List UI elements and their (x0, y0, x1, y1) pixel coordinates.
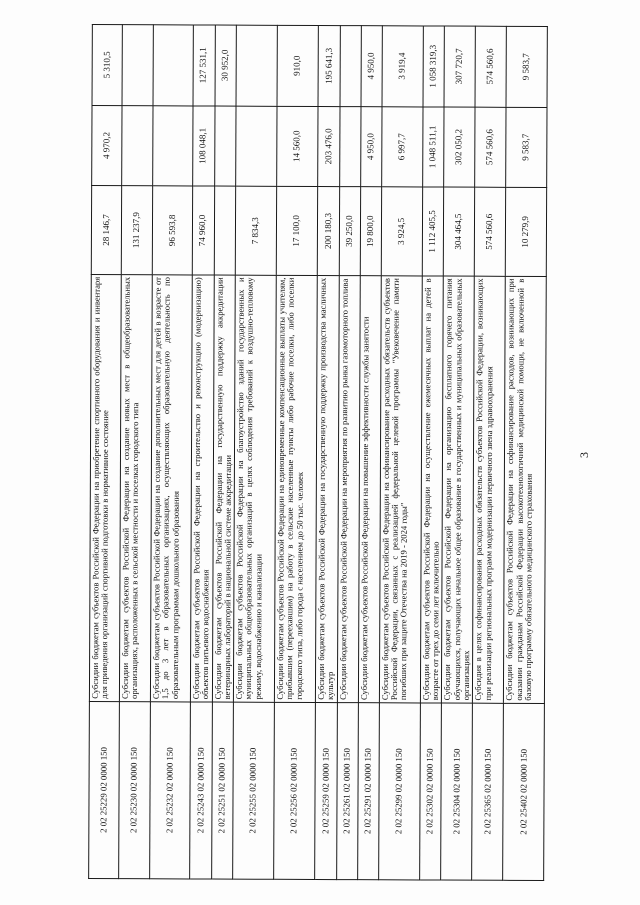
budget-code-cell: 2 02 25259 02 0000 150 (315, 702, 337, 879)
amount-year3-cell (340, 26, 361, 107)
amount-year2-cell: 302 050,2 (444, 107, 475, 188)
amount-year2-cell: 203 476,0 (318, 106, 340, 187)
amount-year2-cell: 9 583,7 (506, 107, 547, 188)
amount-year2-cell: 14 560,0 (277, 106, 318, 187)
amount-year1-cell: 1 112 405,5 (422, 187, 444, 276)
table-row (89, 25, 123, 879)
amount-year1-cell: 131 237,9 (121, 186, 152, 275)
budget-code-cell: 2 02 25299 02 0000 150 (378, 703, 420, 880)
subsidy-description-cell: Субсидии бюджетам субъектов Российской Федерации на благоустройство зданий государственных и муниципальных общеобразовательных организаций в целях соблюдения требований к воздушно-тепловому режиму, водоснабжению и канализации (234, 275, 277, 702)
amount-year1-cell: 10 279,9 (506, 187, 547, 276)
amount-year3-cell (122, 25, 153, 106)
amount-year2-cell: 1 048 511,1 (422, 107, 444, 188)
amount-year2-cell: 108 048,1 (193, 106, 215, 187)
amount-year1-cell: 7 834,3 (235, 186, 276, 275)
subsidies-table (88, 24, 548, 881)
amount-year3-cell (153, 25, 193, 106)
table-row (150, 25, 194, 879)
budget-code-cell: 2 02 25255 02 0000 150 (233, 702, 275, 879)
amount-year3-cell: 195 641,3 (318, 25, 340, 106)
subsidy-description-cell: Субсидии бюджетам субъектов Российской Федерации на повышение эффективности службы занятости (358, 275, 381, 702)
amount-year1-cell: 17 100,0 (276, 186, 317, 275)
amount-year1-cell: 200 180,3 (317, 187, 339, 276)
amount-year2-cell: 4 970,2 (92, 105, 122, 186)
amount-year1-cell: 28 146,7 (91, 186, 121, 275)
budget-code-cell: 2 02 25230 02 0000 150 (119, 701, 151, 878)
amount-year2-cell (339, 106, 360, 187)
amount-year3-cell: 307 720,7 (444, 26, 475, 107)
budget-code-cell: 2 02 25402 02 0000 150 (503, 703, 545, 880)
budget-code-cell: 2 02 25261 02 0000 150 (336, 702, 358, 879)
table-row (274, 25, 319, 879)
amount-year1-cell: 304 464,5 (444, 187, 475, 276)
budget-code-cell: 2 02 25243 02 0000 150 (190, 702, 212, 879)
table-row (472, 26, 507, 880)
amount-year1-cell: 74 960,0 (192, 186, 214, 275)
amount-year2-cell: 574 560,6 (475, 107, 506, 188)
subsidy-description-cell: Субсидии бюджетам субъектов Российской Федерации на софинансирование расходных обязательств субъектов Российской Федерации, связанных с реализацией федеральной целевой программы "Увековечение памяти погибших при защите Отечества на 2019 - 2024 годы" (379, 276, 422, 703)
table-row (503, 26, 548, 880)
table-row (119, 25, 154, 879)
budget-code-cell: 2 02 25229 02 0000 150 (89, 701, 120, 878)
table-row (378, 26, 423, 880)
page-number: 3 (577, 452, 591, 458)
amount-year3-cell: 910,0 (277, 25, 318, 106)
amount-year3-cell (236, 25, 277, 106)
amount-year1-cell: 96 593,8 (152, 186, 192, 275)
budget-code-cell: 2 02 25256 02 0000 150 (274, 702, 316, 879)
subsidy-description-cell: Субсидии бюджетам субъектов Российской Федерации на государственную поддержку аккредитации ветеринарных лабораторий в национальной системе аккредитации (212, 275, 235, 702)
amount-year1-cell: 3 924,5 (381, 187, 422, 276)
subsidy-description-cell: Субсидии бюджетам субъектов Российской Федерации на единовременные компенсационные выплаты учителям, прибывшим (переехавшим) на работу в сельские населенные пункты либо рабочие поселки, либо поселки городского типа, либо города с населением до 50 тыс. человек (275, 275, 318, 702)
amount-year1-cell: 574 560,6 (475, 187, 506, 276)
budget-code-cell: 2 02 25251 02 0000 150 (211, 702, 233, 879)
subsidy-description-cell: Субсидии бюджетам субъектов Российской Федерации на строительство и реконструкцию (модернизацию) объектов питьевого водоснабжения (190, 275, 213, 702)
amount-year3-cell: 1 058 319,3 (423, 26, 445, 107)
budget-code-cell: 2 02 25291 02 0000 150 (357, 702, 379, 879)
amount-year3-cell: 30 952,0 (215, 25, 237, 106)
amount-year2-cell (153, 105, 193, 186)
budget-code-cell: 2 02 25304 02 0000 150 (441, 703, 473, 880)
subsidy-description-cell: Субсидии бюджетам субъектов Российской Федерации на приобретение спортивного оборудования и инвентаря для приведения организаций спортивной подготовки в нормативное состояние (89, 274, 121, 701)
amount-year3-cell: 4 950,0 (361, 26, 382, 107)
table-row (441, 26, 476, 880)
budget-code-cell: 2 02 25232 02 0000 150 (150, 702, 191, 879)
table-row (233, 25, 278, 879)
amount-year2-cell: 4 950,0 (360, 106, 381, 187)
amount-year1-cell: 19 800,0 (360, 187, 381, 276)
amount-year1-cell: 39 250,0 (339, 187, 360, 276)
subsidy-description-cell: Субсидии бюджетам субъектов Российской Федерации на организацию бесплатного горячего питания обучающихся, получающих начальное общее образование в государственных и муниципальных образовательных организациях (442, 276, 475, 703)
amount-year1-cell (214, 186, 236, 275)
amount-year2-cell (122, 105, 153, 186)
amount-year2-cell: 6 997,7 (381, 106, 422, 187)
budget-code-cell: 2 02 25365 02 0000 150 (472, 703, 504, 880)
amount-year3-cell: 9 583,7 (506, 26, 547, 107)
subsidy-description-cell: Субсидии бюджетам субъектов Российской Федерации на государственную поддержку производства масличных культур (316, 275, 339, 702)
amount-year2-cell (214, 106, 236, 187)
amount-year3-cell: 574 560,6 (475, 26, 506, 107)
budget-code-cell: 2 02 25302 02 0000 150 (419, 703, 441, 880)
amount-year3-cell: 5 310,5 (92, 25, 122, 106)
subsidy-description-cell: Субсидии бюджетам субъектов Российской Федерации на осуществление ежемесячных выплат на детей в возрасте от трех до семи лет включительно (420, 276, 443, 703)
subsidy-description-cell: Субсидии бюджетам субъектов Российской Федерации на создание новых мест в общеобразовательных организациях, расположенных в сельской местности и поселках городского типа (119, 274, 152, 701)
subsidy-description-cell: Субсидии бюджетам субъектов Российской Федерации на софинансирование расходов, возникающих при оказании гражданам Российской Федерации высокотехнологичной медицинской помощи, не включенной в базовую программу обязательного медицинского страхования (504, 276, 547, 703)
subsidies-table-body (89, 25, 548, 881)
amount-year3-cell: 127 531,1 (193, 25, 215, 106)
amount-year2-cell (236, 106, 277, 187)
subsidy-description-cell: Субсидии бюджетам субъектов Российской Федерации на создание дополнительных мест для детей в возрасте от 1,5 до 3 лет в образовательных организациях, осуществляющих образовательную деятельность по образовательным программам дошкольного образования (150, 275, 192, 702)
subsidy-description-cell: Субсидия в целях софинансирования расходных обязательств субъектов Российской Федерации, возникающих при реализации региональных программ модернизации первичного звена здравоохранения (473, 276, 506, 703)
amount-year3-cell: 3 919,4 (382, 26, 423, 107)
subsidy-description-cell: Субсидии бюджетам субъектов Российской Федерации на мероприятия по развитию рынка газомоторного топлива (337, 275, 360, 702)
